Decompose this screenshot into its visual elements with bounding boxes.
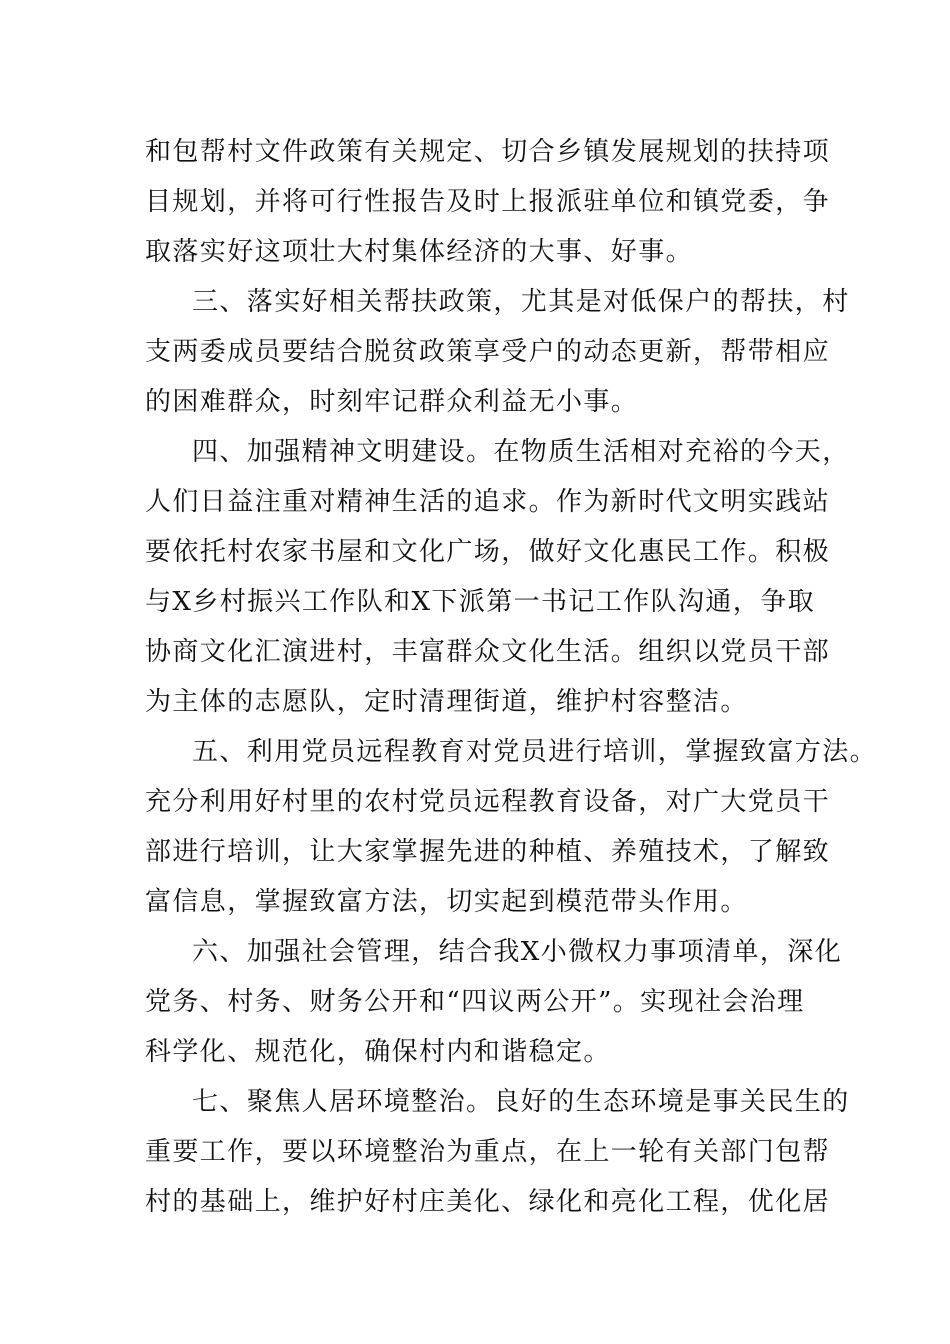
document-body bbox=[145, 127, 878, 1227]
text-line: 为主体的志愿队，定时清理街道，维护村容整洁。 bbox=[145, 687, 748, 717]
paragraph-7-first-line: 七、聚焦人居环境整治。良好的生态环境是事关民生的 bbox=[192, 1087, 850, 1117]
text-line: 重要工作，要以环境整治为重点，在上一轮有关部门包帮 bbox=[145, 1137, 831, 1167]
text-line: 村的基础上，维护好村庄美化、绿化和亮化工程，优化居 bbox=[145, 1187, 831, 1217]
text-line: 目规划，并将可行性报告及时上报派驻单位和镇党委，争 bbox=[145, 187, 831, 217]
text-line: 协商文化汇演进村，丰富群众文化生活。组织以党员干部 bbox=[145, 637, 831, 667]
paragraph-3-first-line: 三、落实好相关帮扶政策，尤其是对低保户的帮扶，村 bbox=[192, 287, 850, 317]
text-line: 支两委成员要结合脱贫政策享受户的动态更新，帮带相应 bbox=[145, 337, 831, 367]
text-line: 部进行培训，让大家掌握先进的种植、养殖技术，了解致 bbox=[145, 837, 831, 867]
text-line: 人们日益注重对精神生活的追求。作为新时代文明实践站 bbox=[145, 487, 831, 517]
text-line: 党务、村务、财务公开和“四议两公开”。实现社会治理 bbox=[145, 987, 805, 1017]
text-line: 的困难群众，时刻牢记群众利益无小事。 bbox=[145, 387, 639, 417]
text-line: 和包帮村文件政策有关规定、切合乡镇发展规划的扶持项 bbox=[145, 137, 831, 167]
paragraph-6-first-line: 六、加强社会管理，结合我X小微权力事项清单，深化 bbox=[192, 937, 843, 967]
text-line: 要依托村农家书屋和文化广场，做好文化惠民工作。积极 bbox=[145, 537, 831, 567]
text-line: 富信息，掌握致富方法，切实起到模范带头作用。 bbox=[145, 887, 748, 917]
paragraph-4-first-line: 四、加强精神文明建设。在物质生活相对充裕的今天， bbox=[192, 437, 850, 467]
text-line: 科学化、规范化，确保村内和谐稳定。 bbox=[145, 1037, 611, 1067]
paragraph-5-first-line: 五、利用党员远程教育对党员进行培训，掌握致富方法。 bbox=[192, 737, 878, 767]
text-line: 取落实好这项壮大村集体经济的大事、好事。 bbox=[145, 237, 694, 267]
text-line: 与X乡村振兴工作队和X下派第一书记工作队沟通，争取 bbox=[145, 587, 816, 617]
text-line: 充分利用好村里的农村党员远程教育设备，对广大党员干 bbox=[145, 787, 831, 817]
